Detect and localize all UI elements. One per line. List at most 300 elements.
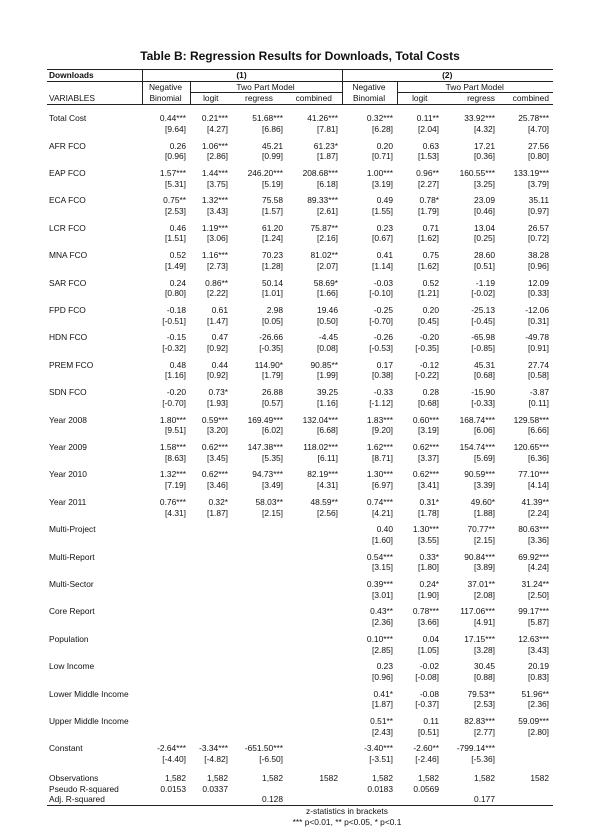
coefficient-cell xyxy=(190,579,232,590)
coefficient-cell xyxy=(232,579,287,590)
statistic-value xyxy=(287,784,342,795)
logit-label-1: logit xyxy=(190,93,232,105)
coefficient-cell xyxy=(190,689,232,700)
coefficient-cell: -0.18 xyxy=(166,304,186,315)
coefficient-cell: 0.24* xyxy=(419,579,439,590)
coefficient-cell: 12.09 xyxy=(528,277,549,288)
z-statistic-row xyxy=(47,370,553,381)
z-statistic-row xyxy=(47,261,553,272)
logit-label-2: logit xyxy=(397,93,443,105)
coefficient-cell: 0.78* xyxy=(419,195,439,206)
z-statistic-cell: [3.28] xyxy=(474,644,495,655)
coefficient-cell: 0.62*** xyxy=(412,469,439,480)
model-1-heading: (1) xyxy=(142,70,342,82)
empty-label-cell xyxy=(47,288,142,299)
z-statistic-row xyxy=(47,535,553,546)
regress-label-1: regress xyxy=(232,93,287,105)
coefficient-cell: 25.78*** xyxy=(518,113,549,124)
coefficient-cell: 1.80*** xyxy=(159,414,186,425)
z-statistic-cell: [0.51] xyxy=(418,726,439,737)
statistic-value xyxy=(142,794,190,805)
z-statistic-cell: [3.15] xyxy=(372,562,393,573)
coefficient-cell: 0.33* xyxy=(419,551,439,562)
coefficient-row xyxy=(47,415,553,426)
statistic-value xyxy=(397,794,443,805)
coefficient-cell: 45.21 xyxy=(262,140,283,151)
coefficient-cell: 147.38*** xyxy=(247,441,283,452)
z-statistic-cell: [6.36] xyxy=(528,452,549,463)
coefficient-cell: 1.62*** xyxy=(366,441,393,452)
empty-label-cell xyxy=(47,343,142,354)
coefficient-cell: 17.15*** xyxy=(464,633,495,644)
z-statistic-cell xyxy=(142,562,190,573)
coefficient-cell: -2.64*** xyxy=(157,743,186,754)
z-statistic-cell: [3.20] xyxy=(207,425,228,436)
z-statistic-cell xyxy=(190,617,232,628)
coefficient-cell: 75.87** xyxy=(310,222,338,233)
z-statistic-cell: [0.96] xyxy=(528,260,549,271)
coefficient-cell xyxy=(190,524,232,535)
coefficient-cell: 90.85** xyxy=(310,359,338,370)
coefficient-row xyxy=(47,469,553,480)
coefficient-cell: 0.59*** xyxy=(201,414,228,425)
coefficient-cell: 1.06*** xyxy=(201,140,228,151)
coefficient-cell: 51.96** xyxy=(521,688,549,699)
coefficient-cell: 0.41* xyxy=(373,688,393,699)
coefficient-cell: 58.69* xyxy=(313,277,338,288)
coefficient-cell: 82.83*** xyxy=(464,716,495,727)
coefficient-cell: 0.78*** xyxy=(412,606,439,617)
z-statistic-cell: [6.28] xyxy=(372,123,393,134)
coefficient-cell: 0.62*** xyxy=(201,469,228,480)
z-statistic-cell: [7.81] xyxy=(317,123,338,134)
empty-label-cell xyxy=(47,179,142,190)
coefficient-cell: 41.39** xyxy=(521,496,549,507)
z-statistic-cell xyxy=(190,562,232,573)
coefficient-cell: 0.47 xyxy=(211,332,228,343)
spacer-row xyxy=(47,105,553,114)
z-statistic-cell: [0.92] xyxy=(207,370,228,381)
z-statistic-row xyxy=(47,425,553,436)
z-statistic-cell: [2.15] xyxy=(474,534,495,545)
z-statistic-cell: [-3.51] xyxy=(369,754,393,765)
coefficient-cell xyxy=(190,634,232,645)
coefficient-cell: 0.32* xyxy=(208,496,228,507)
coefficient-cell: 160.55*** xyxy=(459,167,495,178)
coefficient-cell: 27.74 xyxy=(528,359,549,370)
z-statistic-cell: [9.51] xyxy=(165,425,186,436)
coefficient-cell: 132.04*** xyxy=(302,414,338,425)
z-statistic-cell: [0.91] xyxy=(528,343,549,354)
z-statistic-cell: [1.93] xyxy=(207,397,228,408)
z-statistic-cell: [-0.53] xyxy=(369,343,393,354)
z-statistic-row xyxy=(47,562,553,573)
variable-name: Multi-Sector xyxy=(49,579,94,590)
combined-label-2: combined xyxy=(499,93,553,105)
statistic-value: 0.0569 xyxy=(413,783,439,794)
coefficient-cell: 0.31* xyxy=(419,496,439,507)
coefficient-cell xyxy=(499,743,553,754)
z-statistic-cell: [6.86] xyxy=(262,123,283,134)
coefficient-cell xyxy=(190,716,232,727)
z-statistic-cell xyxy=(190,535,232,546)
z-statistic-cell: [1.51] xyxy=(165,233,186,244)
z-statistic-cell: [0.05] xyxy=(262,315,283,326)
z-statistic-cell xyxy=(142,617,190,628)
coefficient-cell: 90.59*** xyxy=(464,469,495,480)
z-statistic-cell: [1.79] xyxy=(262,370,283,381)
z-statistic-row xyxy=(47,398,553,409)
z-statistic-cell: [1.60] xyxy=(372,534,393,545)
z-statistic-cell: [2.07] xyxy=(317,260,338,271)
coefficient-cell: 38.28 xyxy=(528,250,549,261)
regress-label-2: regress xyxy=(443,93,499,105)
z-statistic-cell: [-0.85] xyxy=(471,343,495,354)
z-statistic-cell: [1.90] xyxy=(418,589,439,600)
z-statistic-cell xyxy=(287,699,342,710)
z-statistic-cell: [0.99] xyxy=(262,151,283,162)
z-statistic-cell: [1.16] xyxy=(317,397,338,408)
coefficient-row xyxy=(47,524,553,535)
coefficient-cell: 0.40 xyxy=(376,524,393,535)
coefficient-cell: 27.56 xyxy=(528,140,549,151)
coefficient-cell: 59.09*** xyxy=(518,716,549,727)
z-statistic-row xyxy=(47,727,553,738)
coefficient-cell xyxy=(142,579,190,590)
empty-label-cell xyxy=(47,480,142,491)
z-statistic-cell: [1.87] xyxy=(372,699,393,710)
z-statistic-cell: [2.77] xyxy=(474,726,495,737)
z-statistic-cell: [2.73] xyxy=(207,260,228,271)
coefficient-row xyxy=(47,689,553,700)
coefficient-cell: 0.26 xyxy=(169,140,186,151)
z-statistic-cell: [1.62] xyxy=(418,260,439,271)
coefficient-cell: 133.19*** xyxy=(513,167,549,178)
z-statistic-cell: [2.53] xyxy=(165,206,186,217)
variable-name: Multi-Project xyxy=(49,524,96,535)
variable-name: SDN FCO xyxy=(49,387,87,398)
statistic-row xyxy=(47,794,553,805)
coefficient-cell xyxy=(287,634,342,645)
coefficient-row xyxy=(47,579,553,590)
coefficient-row xyxy=(47,552,553,563)
coefficient-cell: -2.60** xyxy=(413,743,439,754)
statistic-value: 0.0183 xyxy=(367,783,393,794)
coefficient-cell xyxy=(190,606,232,617)
statistic-value: 1,582 xyxy=(418,772,439,783)
z-statistic-cell: [2.24] xyxy=(528,507,549,518)
coefficient-cell: 0.51** xyxy=(370,716,393,727)
z-statistic-cell: [2.16] xyxy=(317,233,338,244)
statistic-value: 1,582 xyxy=(165,772,186,783)
coefficient-cell: -1.19 xyxy=(475,277,495,288)
table-title: Table B: Regression Results for Downloads, Total Costs xyxy=(140,49,460,63)
coefficient-cell: 0.54*** xyxy=(366,551,393,562)
z-statistic-cell: [9.20] xyxy=(372,425,393,436)
coefficient-cell: 77.10*** xyxy=(518,469,549,480)
coefficient-cell: 0.39*** xyxy=(366,579,393,590)
regression-table xyxy=(47,69,553,827)
z-statistic-cell xyxy=(287,672,342,683)
coefficient-row xyxy=(47,223,553,234)
coefficient-cell: 120.65*** xyxy=(513,441,549,452)
z-statistic-cell: [0.71] xyxy=(372,151,393,162)
variable-name: Population xyxy=(49,633,89,644)
coefficient-cell: 48.59** xyxy=(310,496,338,507)
z-statistic-cell xyxy=(232,617,287,628)
coefficient-cell: 2.98 xyxy=(266,304,283,315)
coefficient-cell: 0.75 xyxy=(422,250,439,261)
z-statistic-cell xyxy=(232,562,287,573)
coefficient-row xyxy=(47,387,553,398)
coefficient-cell: 246.20*** xyxy=(247,167,283,178)
coefficient-cell: 75.58 xyxy=(262,195,283,206)
coefficient-cell: -0.15 xyxy=(166,332,186,343)
z-statistic-cell: [1.05] xyxy=(418,644,439,655)
z-statistic-cell: [1.78] xyxy=(418,507,439,518)
z-statistic-cell: [1.79] xyxy=(418,206,439,217)
coefficient-cell xyxy=(232,552,287,563)
z-statistic-cell: [0.45] xyxy=(418,315,439,326)
z-statistic-cell: [5.69] xyxy=(474,452,495,463)
z-statistic-cell: [-0.70] xyxy=(162,397,186,408)
coefficient-cell: 0.46 xyxy=(169,222,186,233)
variable-name: EAP FCO xyxy=(49,167,86,178)
z-statistic-row xyxy=(47,508,553,519)
coefficient-cell: 94.73*** xyxy=(252,469,283,480)
coefficient-cell: 69.92*** xyxy=(518,551,549,562)
z-statistic-cell: [2.08] xyxy=(474,589,495,600)
statistic-value: 0.0337 xyxy=(202,783,228,794)
z-statistic-row xyxy=(47,179,553,190)
note-significance: *** p<0.01, ** p<0.05, * p<0.1 xyxy=(292,816,402,827)
coefficient-cell: 82.19*** xyxy=(307,469,338,480)
z-statistic-cell: [4.24] xyxy=(528,562,549,573)
z-statistic-cell: [0.33] xyxy=(528,288,549,299)
statistic-value xyxy=(342,794,397,805)
empty-label-cell xyxy=(47,727,142,738)
coefficient-cell: 0.86** xyxy=(205,277,228,288)
empty-label-cell xyxy=(47,672,142,683)
z-statistic-cell xyxy=(142,535,190,546)
coefficient-row xyxy=(47,661,553,672)
z-statistic-cell xyxy=(190,699,232,710)
coefficient-cell: 129.58*** xyxy=(513,414,549,425)
coefficient-cell: 0.62*** xyxy=(201,441,228,452)
z-statistic-row xyxy=(47,480,553,491)
coefficient-cell: 0.61 xyxy=(211,304,228,315)
z-statistic-cell: [0.68] xyxy=(418,397,439,408)
coefficient-cell: 0.11 xyxy=(423,716,439,727)
coefficient-cell: -0.02 xyxy=(419,661,439,672)
z-statistic-row xyxy=(47,316,553,327)
coefficient-row xyxy=(47,195,553,206)
combined-label-1: combined xyxy=(287,93,342,105)
z-statistic-cell xyxy=(499,754,553,765)
variable-name: ECA FCO xyxy=(49,195,86,206)
coefficient-cell xyxy=(190,661,232,672)
z-statistic-cell: [2.22] xyxy=(207,288,228,299)
coefficient-row xyxy=(47,743,553,754)
empty-label-cell xyxy=(47,617,142,628)
z-statistic-cell: [2.15] xyxy=(262,507,283,518)
z-statistic-cell: [-0.35] xyxy=(415,343,439,354)
coefficient-cell xyxy=(142,524,190,535)
coefficient-cell xyxy=(232,634,287,645)
z-statistic-cell: [2.43] xyxy=(372,726,393,737)
coefficient-cell: 0.73* xyxy=(208,387,228,398)
z-statistic-cell: [0.31] xyxy=(528,315,549,326)
z-statistic-cell: [0.11] xyxy=(528,397,549,408)
coefficient-cell: 0.21*** xyxy=(201,113,228,124)
coefficient-cell xyxy=(142,606,190,617)
z-statistic-cell: [2.50] xyxy=(528,589,549,600)
coefficient-cell: 0.96** xyxy=(416,167,439,178)
empty-label-cell xyxy=(47,535,142,546)
coefficient-cell: 17.21 xyxy=(474,140,495,151)
z-statistic-cell: [0.96] xyxy=(372,671,393,682)
variable-name: Low Income xyxy=(49,661,95,672)
coefficient-cell: 70.23 xyxy=(262,250,283,261)
z-statistic-cell: [3.37] xyxy=(418,452,439,463)
z-statistic-cell: [-5.36] xyxy=(471,754,495,765)
z-statistic-cell: [0.80] xyxy=(165,288,186,299)
coefficient-cell: 0.74*** xyxy=(366,496,393,507)
two-part-label-2: Two Part Model xyxy=(397,81,553,93)
z-statistic-cell: [6.11] xyxy=(317,452,338,463)
z-statistic-cell: [0.96] xyxy=(165,151,186,162)
z-statistic-cell xyxy=(287,535,342,546)
z-statistic-cell: [2.27] xyxy=(418,178,439,189)
coefficient-row xyxy=(47,113,553,124)
coefficient-cell: 1.19*** xyxy=(201,222,228,233)
coefficient-cell: 168.74*** xyxy=(459,414,495,425)
z-statistic-cell: [3.66] xyxy=(418,617,439,628)
coefficient-cell: 0.63 xyxy=(422,140,439,151)
z-statistic-cell xyxy=(190,590,232,601)
z-statistic-cell: [4.32] xyxy=(474,123,495,134)
variable-name: FPD FCO xyxy=(49,304,86,315)
coefficient-cell: -4.45 xyxy=(318,332,338,343)
z-statistic-cell: [-2.46] xyxy=(415,754,439,765)
coefficient-cell: -0.20 xyxy=(419,332,439,343)
z-statistic-cell: [2.85] xyxy=(372,644,393,655)
coefficient-cell xyxy=(287,606,342,617)
coefficient-cell: 23.09 xyxy=(474,195,495,206)
coefficient-cell xyxy=(287,743,342,754)
z-statistic-cell: [6.66] xyxy=(528,425,549,436)
coefficient-cell: 117.06*** xyxy=(460,606,495,617)
coefficient-cell xyxy=(232,524,287,535)
coefficient-cell: 39.25 xyxy=(317,387,338,398)
z-statistic-cell: [1.87] xyxy=(207,507,228,518)
z-statistic-cell: [0.38] xyxy=(372,370,393,381)
z-statistic-cell: [-6.50] xyxy=(259,754,283,765)
z-statistic-cell xyxy=(232,590,287,601)
variable-name: Constant xyxy=(49,743,83,754)
z-statistic-cell: [-0.51] xyxy=(162,315,186,326)
z-statistic-row xyxy=(47,590,553,601)
coefficient-cell: 1.30*** xyxy=(366,469,393,480)
coefficient-cell: 0.75** xyxy=(163,195,186,206)
z-statistic-cell xyxy=(142,590,190,601)
coefficient-cell: 0.44*** xyxy=(159,113,186,124)
z-statistic-cell: [0.92] xyxy=(207,343,228,354)
coefficient-cell: 80.63*** xyxy=(518,524,549,535)
coefficient-row xyxy=(47,141,553,152)
z-statistic-cell xyxy=(232,727,287,738)
variables-label: VARIABLES xyxy=(47,93,142,105)
z-statistic-cell: [-4.40] xyxy=(162,754,186,765)
two-part-label-1: Two Part Model xyxy=(190,81,342,93)
empty-label-cell xyxy=(47,206,142,217)
z-statistic-cell: [0.58] xyxy=(528,370,549,381)
statistic-value: 1,582 xyxy=(207,772,228,783)
z-statistic-row xyxy=(47,124,553,135)
statistic-value: 0.177 xyxy=(474,794,495,805)
coefficient-cell: -0.20 xyxy=(166,387,186,398)
coefficient-cell: 0.76*** xyxy=(159,496,186,507)
z-statistic-cell: [1.55] xyxy=(372,206,393,217)
z-statistic-cell: [4.27] xyxy=(207,123,228,134)
empty-label-cell xyxy=(47,124,142,135)
coefficient-cell: -26.66 xyxy=(259,332,283,343)
coefficient-cell: 50.14 xyxy=(262,277,283,288)
z-statistic-cell: [-0.22] xyxy=(415,370,439,381)
coefficient-cell: 1.83*** xyxy=(366,414,393,425)
coefficient-cell: 0.11** xyxy=(416,113,439,124)
coefficient-cell: 81.02** xyxy=(310,250,338,261)
coefficient-cell: 1.16*** xyxy=(201,250,228,261)
z-statistic-cell: [-1.12] xyxy=(369,397,393,408)
empty-label-cell xyxy=(47,233,142,244)
empty-label-cell xyxy=(47,151,142,162)
coefficient-cell: 90.84*** xyxy=(464,551,495,562)
coefficient-cell: -49.78 xyxy=(525,332,549,343)
coefficient-cell xyxy=(142,552,190,563)
coefficient-cell: -0.25 xyxy=(373,304,393,315)
z-statistic-cell: [2.61] xyxy=(317,206,338,217)
coefficient-cell xyxy=(142,634,190,645)
z-statistic-cell: [3.89] xyxy=(474,562,495,573)
z-statistic-cell: [0.68] xyxy=(474,370,495,381)
coefficient-cell: 114.90* xyxy=(254,359,283,370)
coefficient-cell: 0.49 xyxy=(376,195,393,206)
z-statistic-row xyxy=(47,233,553,244)
z-statistic-cell: [7.19] xyxy=(165,480,186,491)
coefficient-cell xyxy=(232,606,287,617)
empty-label-cell xyxy=(47,562,142,573)
binomial-label-2: Binomial xyxy=(342,93,397,105)
statistic-value xyxy=(232,784,287,795)
coefficient-cell: 0.48 xyxy=(169,359,186,370)
z-statistic-cell: [1.87] xyxy=(317,151,338,162)
coefficient-cell: 0.41 xyxy=(376,250,393,261)
coefficient-cell: 0.23 xyxy=(376,222,393,233)
coefficient-cell: 19.46 xyxy=(317,304,338,315)
z-statistic-cell: [6.02] xyxy=(262,425,283,436)
z-statistic-cell: [1.28] xyxy=(262,260,283,271)
coefficient-cell: -799.14*** xyxy=(456,743,495,754)
z-statistic-cell: [-0.45] xyxy=(471,315,495,326)
variable-name: Year 2009 xyxy=(49,441,87,452)
z-statistic-cell: [0.36] xyxy=(474,151,495,162)
spacer-row xyxy=(47,765,553,773)
z-statistic-cell: [3.36] xyxy=(528,534,549,545)
z-statistic-cell: [0.46] xyxy=(474,206,495,217)
coefficient-cell: -0.26 xyxy=(373,332,393,343)
coefficient-cell xyxy=(287,661,342,672)
